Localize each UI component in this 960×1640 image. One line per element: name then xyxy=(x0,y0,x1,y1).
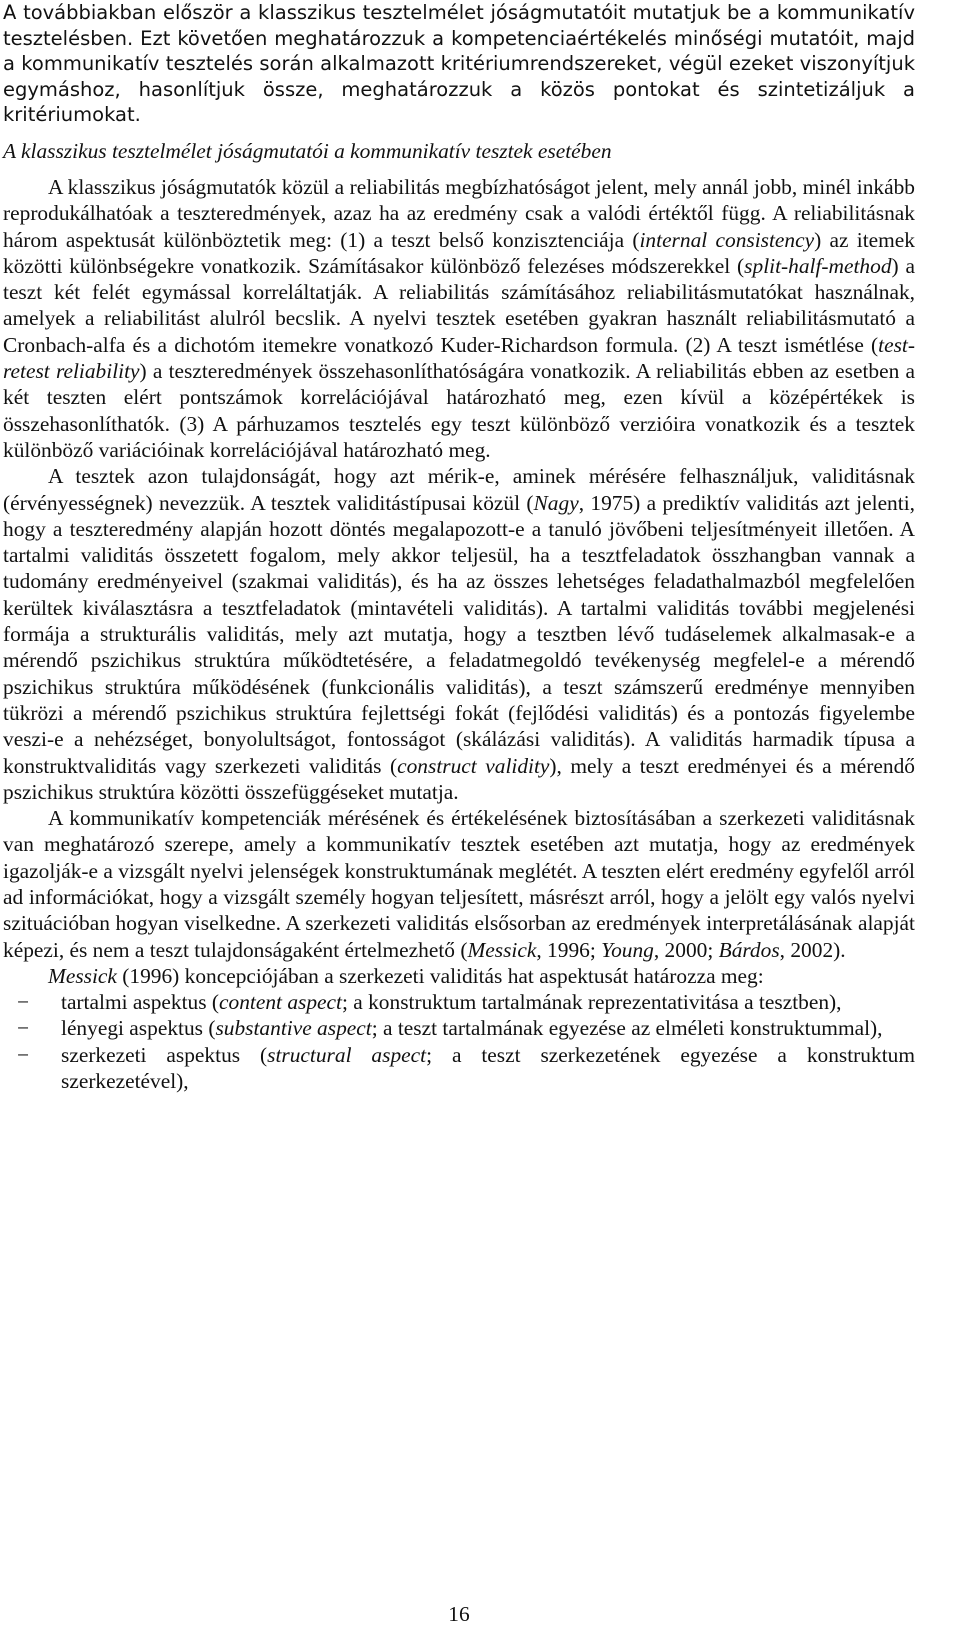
list-item: − szerkezeti aspektus (structural aspect; a teszt szerkezetének egyezése a konstruktum szerkezetével), xyxy=(17,1042,915,1094)
section-heading: A klasszikus tesztelmélet jóságmutatói a kommunikatív tesztek esetében xyxy=(3,138,612,163)
intro-paragraph: A továbbiakban először a klasszikus tesztelmélet jóságmutatóit mutatjuk be a kommunikatív tesztelésben. Ezt követően meghatározzuk a kompetenciaértékelés minőségi mutatóit, majd a kommunikatív tesztelés során alkalmazott kritériumrendszereket, végül ezeket viszonyítjuk egymáshoz, hasonlítjuk össze, meghatározzuk a közös pontokat és szintetizáljuk a kritériumokat. xyxy=(3,1,915,127)
body-text xyxy=(3,174,915,1094)
list-item: − lényegi aspektus (substantive aspect; a teszt tartalmának egyezése az elméleti konstruktummal), xyxy=(17,1016,883,1041)
construct-validity-paragraph: A kommunikatív kompetenciák mérésének és értékelésének biztosításában a szerkezeti validitásnak van meghatározó szerepe, amely a kommunikatív tesztek esetében azt mutatja, hogy az eredmények igazolják-e a vizsgált nyelvi jelenségek konstruktumának meglétét. A teszten elért eredmény egyfelől arról ad információkat, hogy a vizsgált személy hogyan teljesített, másrészt arról, hogy a jelölt egy valós nyelvi szituációban hogyan viselkedne. A szerkezeti validitás elsősorban az eredmények interpretálásának alapját képezi, és nem a teszt tulajdonságaként értelmezhető (Messick, 1996; Young, 2000; Bárdos, 2002). xyxy=(3,806,915,962)
reliability-paragraph: A klasszikus jóságmutatók közül a reliabilitás megbízhatóságot jelent, mely annál jobb, minél inkább reprodukálhatóak a teszteredmények, azaz ha az eredmény csak a valódi értéktől függ. A reliabilitásnak három aspektusát különböztetik meg: (1) a teszt belső konzisztenciája (internal consistency) az itemek közötti különbségekre vonatkozik. Számításakor különböző felezéses módszerekkel (split-half-method) a teszt két felét egymással korreláltatják. A reliabilitás számításához reliabilitásmutatókat használnak, amelyek a reliabilitást alulról becslik. A nyelvi tesztek esetében gyakran használt reliabilitásmutató a Cronbach-alfa és a dichotóm itemekre vonatkozó Kuder-Richardson formula. (2) A teszt ismétlése (test-retest reliability) a teszteredmények összehasonlíthatóságára vonatkozik. A reliabilitás ebben az esetben a két teszten elért pontszámok korrelációjával határozható meg, ezen kívül a középértékek is összehasonlíthatók. (3) A párhuzamos tesztelés egy teszt különböző verzióira vonatkozik és a tesztek különböző variációinak korrelációjával határozható meg. xyxy=(3,174,916,462)
validity-paragraph: A tesztek azon tulajdonságát, hogy azt mérik-e, aminek mérésére felhasználjuk, validitásnak (érvényességnek) nevezzük. A tesztek validitástípusai közül (Nagy, 1975) a prediktív validitás azt jelenti, hogy a teszteredmény alapján hozott döntés megalapozott-e a tanuló jövőbeni teljesítményeit illetően. A tartalmi validitás összetett fogalom, mely akkor teljesül, ha a tesztfeladatok összhangban vannak a tudomány eredményeivel (szakmai validitás), és ha az összes lehetséges feladathalmazból megfelelően kerültek kiválasztásra a tesztfeladatok (mintavételi validitás). A tartalmi validitás további megjelenési formája a strukturális validitás, mely azt mutatja, hogy a tesztben lévő tudáselemek alkalmasak-e a mérendő pszichikus struktúra működtetésére, a feladatmegoldó tevékenység megfelel-e a mérendő pszichikus struktúra működésének (funkcionális validitás), a teszt számszerű eredménye mennyiben tükrözi a mérendő pszichikus struktúra fejlettségi fokát (fejlődési validitás) és a pontozás figyelembe veszi-e a nehézséget, bonyolultságot, fontosságot (skálázási validitás). A validitás harmadik típusa a konstruktvaliditás vagy szerkezeti validitás (construct validity), mely a teszt eredményei és a mérendő pszichikus struktúra közötti összefüggéseket mutatja. xyxy=(3,464,915,804)
aspect-list xyxy=(3,989,915,1094)
list-item: − tartalmi aspektus (content aspect; a konstruktum tartalmának reprezentativitása a tesztben), xyxy=(17,990,842,1015)
page-number: 16 xyxy=(448,1602,470,1626)
document-page xyxy=(3,0,915,1640)
messick-paragraph: Messick (1996) koncepciójában a szerkezeti validitás hat aspektusát határozza meg: xyxy=(48,963,764,988)
